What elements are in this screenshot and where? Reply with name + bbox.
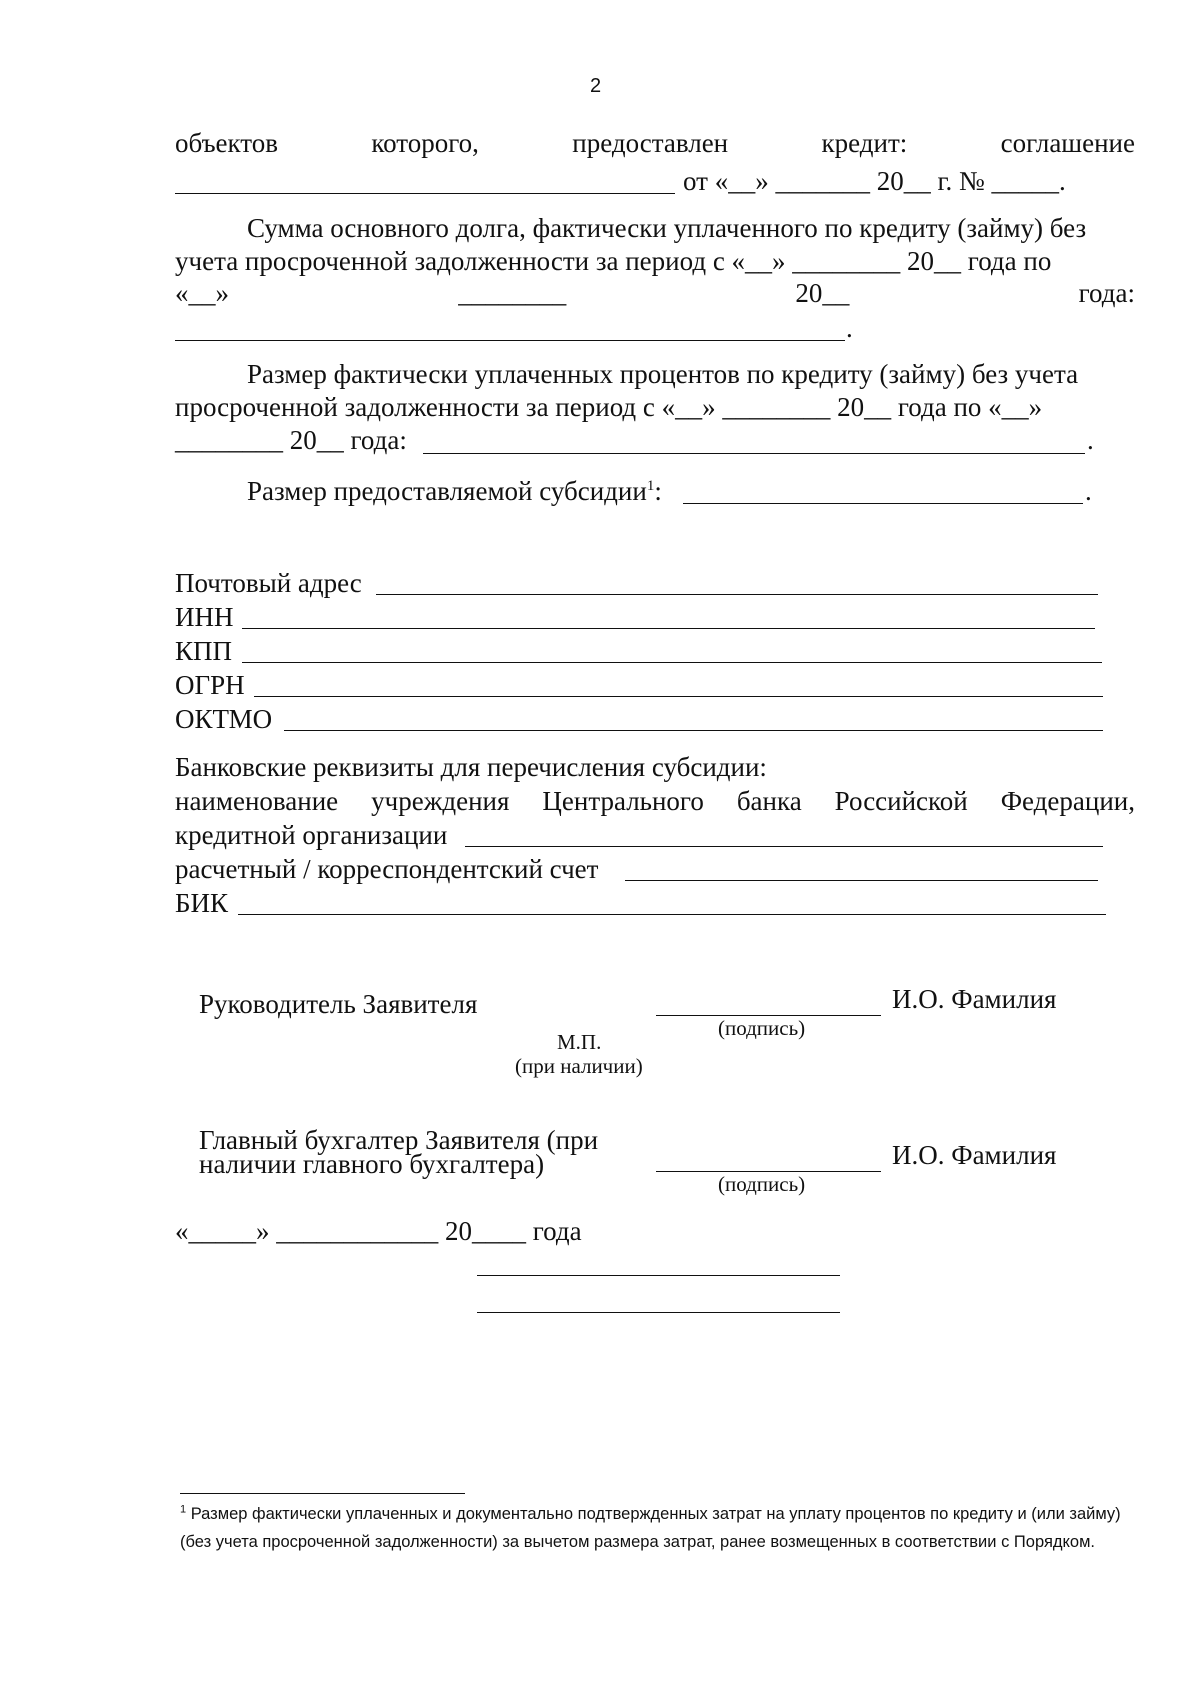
bank-word: банка (736, 786, 802, 816)
ogrn-line (254, 696, 1103, 697)
head-title: Руководитель Заявителя (199, 989, 478, 1019)
interest-end: . (1087, 425, 1094, 455)
intro-word: предоставлен (572, 128, 729, 158)
bank-institution-line (175, 785, 1135, 817)
bank-word: Федерации, (1000, 786, 1135, 816)
kpp-label: КПП (175, 636, 233, 666)
postal-address-line (376, 594, 1098, 595)
account-line (625, 880, 1098, 881)
interest-line-1: Размер фактически уплаченных процентов по кредиту (займу) без учета (247, 359, 1079, 389)
footnote-mark: 1 (180, 1503, 187, 1516)
bank-word: наименование (175, 786, 339, 816)
head-name: И.О. Фамилия (892, 984, 1057, 1014)
kpp-line (242, 662, 1102, 663)
principal-line-3 (175, 277, 1135, 309)
bank-word: учреждения (371, 786, 510, 816)
interest-line-3: ________ 20__ года: (175, 425, 407, 455)
credit-org-line (465, 846, 1103, 847)
intro-word: объектов (175, 128, 278, 158)
oktmo-line (284, 730, 1103, 731)
footnote-body: Размер фактически уплаченных и документально подтвержденных затрат на уплату процентов по кредиту и (или займу) (без учета просроченной задолженности) за вычетом размера затрат, ранее возмещенных в соответствии с Порядком. (180, 1505, 1121, 1551)
accountant-name: И.О. Фамилия (892, 1140, 1057, 1170)
inn-line (242, 628, 1095, 629)
bank-word: Центрального (542, 786, 704, 816)
accountant-title-2: наличии главного бухгалтера) (199, 1149, 545, 1179)
ogrn-label: ОГРН (175, 670, 245, 700)
subsidy-label (247, 475, 662, 507)
principal-amount-line (175, 340, 845, 341)
oktmo-label: ОКТМО (175, 704, 273, 734)
principal-word: «__» (175, 278, 229, 308)
principal-line-1: Сумма основного долга, фактически уплаченного по кредиту (займу) без (247, 213, 1087, 243)
principal-word: 20__ (795, 278, 850, 308)
bank-word: Российской (834, 786, 968, 816)
principal-line-2: учета просроченной задолженности за период с «__» ________ 20__ года по (175, 246, 1052, 276)
bik-label: БИК (175, 888, 229, 918)
credit-org-label: кредитной организации (175, 820, 448, 850)
accountant-signature-caption: (подпись) (718, 1172, 806, 1196)
bank-heading: Банковские реквизиты для перечисления субсидии: (175, 752, 767, 782)
principal-word: ________ (458, 278, 567, 308)
intro-word: соглашение (1000, 128, 1135, 158)
closing-line (477, 1312, 840, 1313)
account-label: расчетный / корреспондентский счет (175, 854, 599, 884)
page-number: 2 (590, 75, 602, 97)
footnote-text (180, 1500, 1140, 1556)
principal-end: . (846, 313, 853, 343)
subsidy-end: . (1085, 476, 1092, 506)
agreement-date-number: от «__» _______ 20__ г. № _____. (683, 166, 1066, 196)
footnote-reference: 1 (646, 478, 655, 494)
agreement-blank-line (175, 193, 675, 194)
intro-word: кредит: (821, 128, 908, 158)
interest-line-2: просроченной задолженности за период с «__» ________ 20__ года по «__» (175, 392, 1043, 422)
subsidy-amount-line (683, 503, 1083, 504)
footnote-separator (180, 1493, 465, 1494)
accountant-title-1: Главный бухгалтер Заявителя (при (199, 1125, 599, 1155)
postal-address-label: Почтовый адрес (175, 568, 362, 598)
principal-word: года: (1078, 278, 1135, 308)
closing-line (477, 1275, 840, 1276)
signature-date: «_____» ____________ 20____ года (175, 1216, 582, 1246)
subsidy-colon: : (654, 476, 662, 506)
intro-line-1 (175, 127, 1135, 159)
subsidy-label-text: Размер предоставляемой субсидии (247, 476, 647, 506)
head-signature-caption: (подпись) (718, 1016, 806, 1040)
bik-line (238, 914, 1106, 915)
interest-amount-line (423, 453, 1085, 454)
intro-word: которого, (371, 128, 479, 158)
stamp-label: М.П. (557, 1030, 602, 1054)
stamp-note: (при наличии) (515, 1054, 643, 1078)
inn-label: ИНН (175, 602, 234, 632)
